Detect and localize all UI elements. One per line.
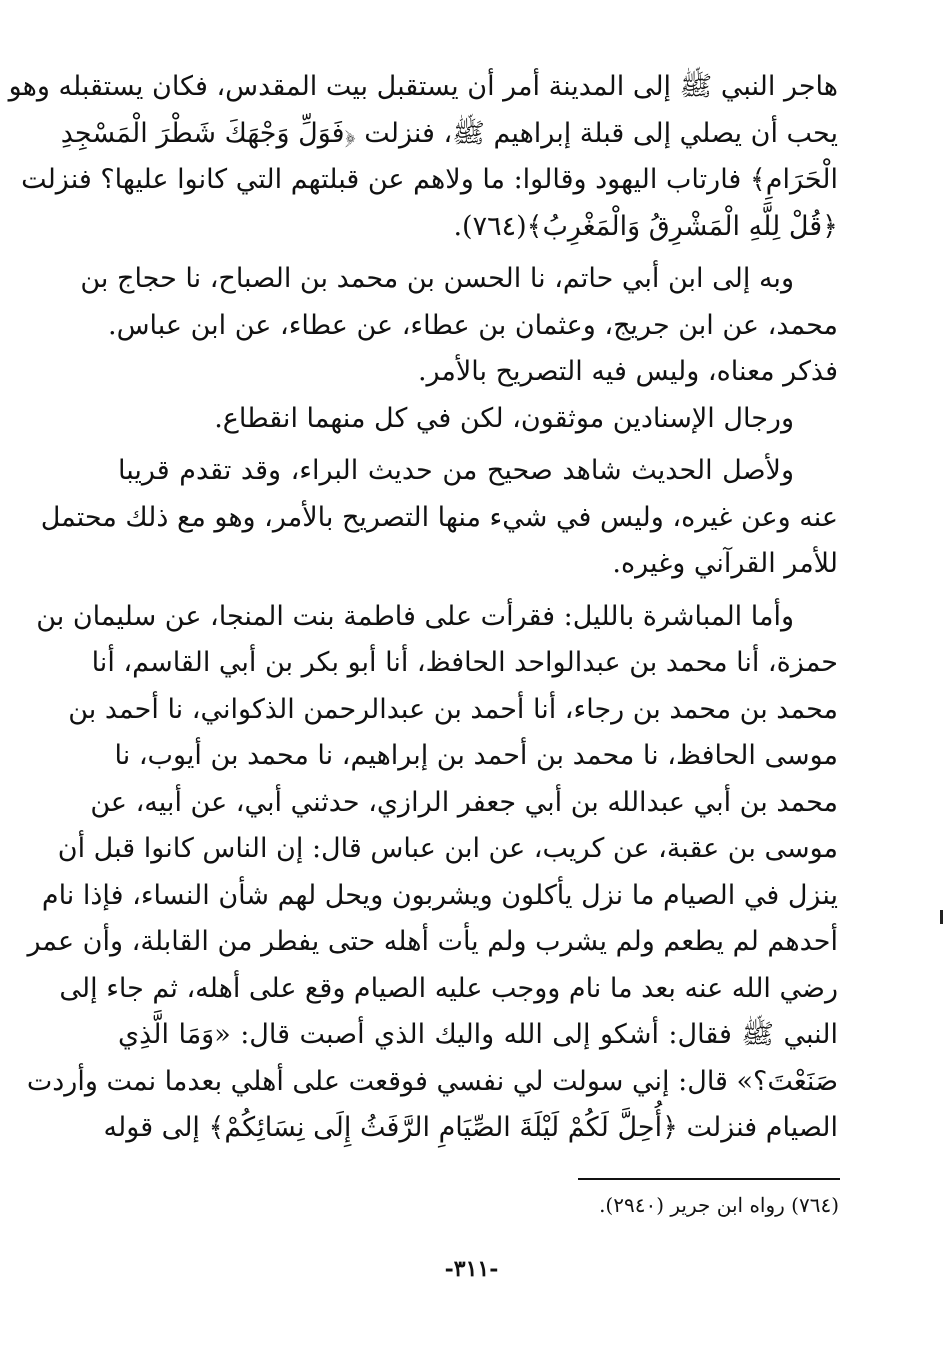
- text-line: موسى الحافظ، نا محمد بن أحمد بن إبراهيم، نا محمد بن أيوب، نا: [114, 740, 838, 771]
- text-line: ﴿قُلْ لِلَّهِ الْمَشْرِقُ وَالْمَغْرِبُ﴾(٧٦٤).: [453, 210, 838, 242]
- text-line: أحدهم لم يطعم ولم يشرب ولم يأت أهله حتى يفطر من القابلة، وأن عمر: [27, 926, 838, 957]
- text-line: النبي ﷺ فقال: أشكو إلى الله واليك الذي أصبت قال: «وَمَا الَّذِي: [118, 1019, 838, 1050]
- text-line: هاجر النبي ﷺ إلى المدينة أمر أن يستقبل بيت المقدس، فكان يستقبله وهو: [8, 71, 838, 102]
- text-line: ورجال الإسنادين موثقون، لكن في كل منهما انقطاع.: [214, 402, 794, 434]
- text-line: رضي الله عنه بعد ما نام ووجب عليه الصيام وقع على أهله، ثم جاء إلى: [59, 972, 838, 1004]
- text-line: محمد بن محمد بن رجاء، أنا أحمد بن عبدالرحمن الذكواني، نا أحمد بن: [68, 693, 838, 725]
- text-line: الْحَرَامِ﴾ فارتاب اليهود وقالوا: ما ولاهم عن قبلتهم التي كانوا عليها؟ فنزلت: [21, 164, 838, 195]
- text-line: ينزل في الصيام ما نزل يأكلون ويشربون ويحل لهم شأن النساء، فإذا نام: [41, 879, 838, 911]
- text-line: صَنَعْتَ؟» قال: إني سولت لي نفسي فوقعت على أهلي بعدما نمت وأردت: [26, 1065, 838, 1097]
- text-line: يحب أن يصلي إلى قبلة إبراهيم ﷺ، فنزلت ﴿فَوَلِّ وَجْهَكَ شَطْرَ الْمَسْجِدِ: [60, 117, 838, 149]
- page-number: -٣١١-: [444, 1256, 499, 1282]
- text-line: محمد بن أبي عبدالله بن أبي جعفر الرازي، حدثني أبي، عن أبيه، عن: [90, 786, 838, 818]
- main-text: [8, 64, 838, 1152]
- text-line: ولأصل الحديث شاهد صحيح من حديث البراء، وقد تقدم قريبا: [118, 455, 794, 486]
- text-line: وأما المباشرة بالليل: فقرأت على فاطمة بنت المنجا، عن سليمان بن: [36, 600, 794, 632]
- text-line: محمد، عن ابن جريج، وعثمان بن عطاء، عن عطاء، عن ابن عباس.: [107, 309, 838, 341]
- text-line: عنه وعن غيره، وليس في شيء منها التصريح بالأمر، وهو مع ذلك محتمل: [40, 501, 838, 533]
- footnote-separator: [578, 1178, 840, 1180]
- text-line: موسى بن عقبة، عن كريب، عن ابن عباس قال: إن الناس كانوا قبل أن: [57, 833, 838, 864]
- text-line: فذكر معناه، وليس فيه التصريح بالأمر.: [417, 356, 838, 387]
- text-line: للأمر القرآني وغيره.: [612, 548, 838, 579]
- text-line: وبه إلى ابن أبي حاتم، نا الحسن بن محمد بن الصباح، نا حجاج بن: [80, 263, 794, 294]
- footnote: (٧٦٤) رواه ابن جرير (٢٩٤٠).: [599, 1193, 839, 1217]
- text-line: الصيام فنزلت ﴿أُحِلَّ لَكُمْ لَيْلَةَ الصِّيَامِ الرَّفَثُ إِلَى نِسَائِكُمْ﴾ إلى قوله: [103, 1112, 838, 1143]
- text-line: حمزة، أنا محمد بن عبدالواحد الحافظ، أنا أبو بكر بن أبي القاسم، أنا: [91, 647, 838, 678]
